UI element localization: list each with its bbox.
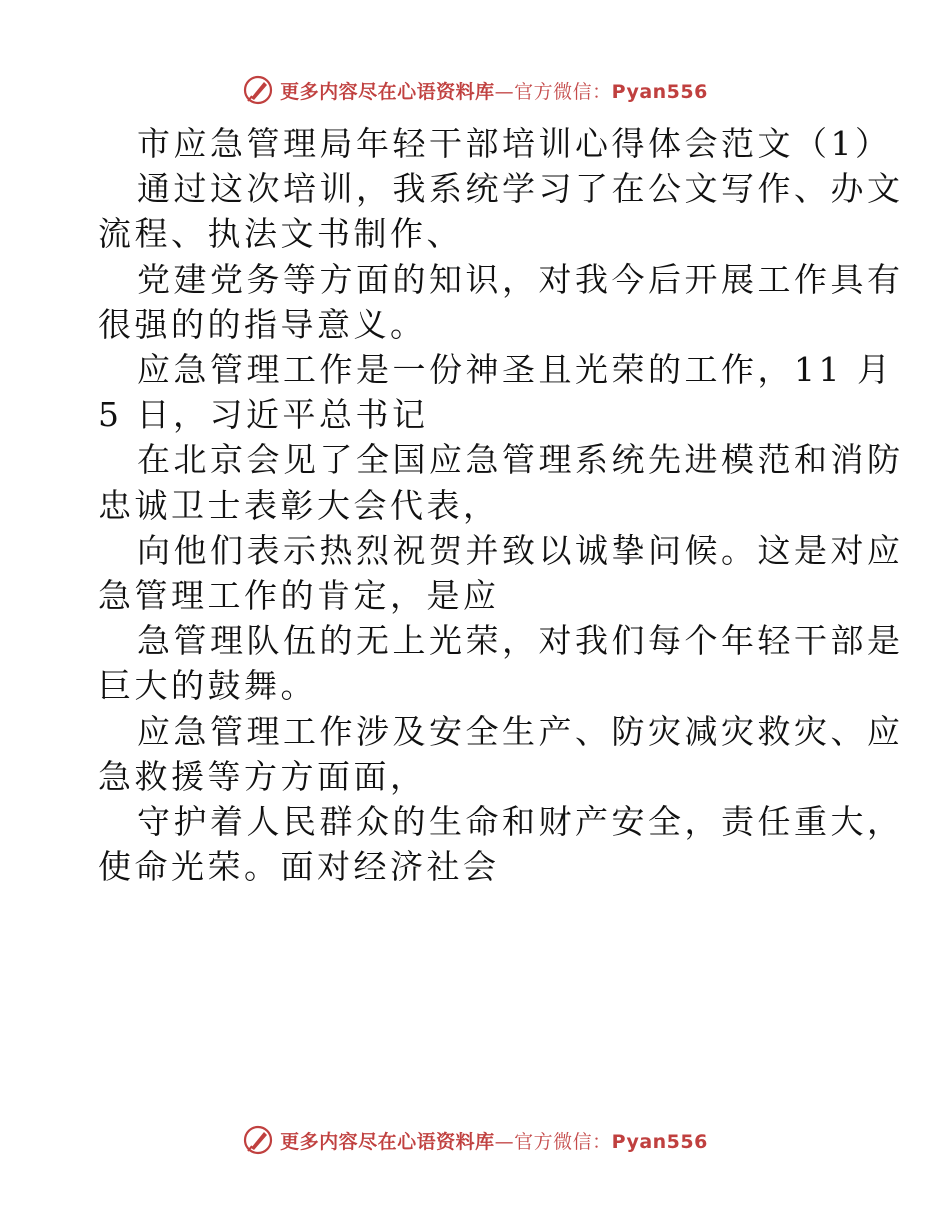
- paragraph-line: 5 日，习近平总书记: [98, 395, 429, 435]
- footer-watermark-lead: 更多内容尽在心语资料库: [280, 1130, 495, 1153]
- paragraph-line: 巨大的鼓舞。: [98, 666, 317, 706]
- paragraph-line: 很强的的指导意义。: [98, 304, 427, 344]
- footer-watermark-official: 官方微信：: [514, 1130, 612, 1153]
- document-body: [98, 121, 904, 889]
- paragraph-line: 急管理队伍的无上光荣，对我们每个年轻干部是: [137, 621, 904, 661]
- header-watermark-dash: —: [494, 80, 515, 103]
- header-watermark-text: [280, 77, 708, 104]
- paragraph-line: 急管理工作的肯定，是应: [98, 576, 500, 616]
- footer-watermark-account: Pyan556: [611, 1130, 708, 1153]
- document-title: 市应急管理局年轻干部培训心得体会范文（1）: [137, 124, 892, 163]
- paragraph-line: 在北京会见了全国应急管理系统先进模范和消防: [137, 440, 904, 480]
- header-watermark-lead: 更多内容尽在心语资料库: [280, 80, 495, 103]
- paragraph-line: 向他们表示热烈祝贺并致以诚挚问候。这是对应: [137, 530, 904, 570]
- paragraph-line: 应急管理工作是一份神圣且光荣的工作，11 月: [137, 350, 894, 390]
- paragraph-line: 使命光荣。面对经济社会: [98, 847, 500, 887]
- paragraph-line: 急救援等方方面面，: [98, 756, 427, 796]
- header-watermark-account: Pyan556: [611, 80, 708, 103]
- quill-logo-icon: [242, 74, 274, 106]
- paragraph-line: 忠诚卫士表彰大会代表，: [98, 485, 500, 525]
- footer-watermark-banner: [0, 1120, 950, 1160]
- footer-watermark-dash: —: [494, 1130, 515, 1153]
- paragraph-line: 守护着人民群众的生命和财产安全，责任重大，: [137, 802, 904, 842]
- paragraph-line: 应急管理工作涉及安全生产、防灾减灾救灾、应: [137, 711, 904, 751]
- header-watermark-banner: [0, 70, 950, 110]
- paragraph-line: 通过这次培训，我系统学习了在公文写作、办文: [137, 169, 904, 209]
- paragraph-line: 流程、执法文书制作、: [98, 214, 463, 254]
- footer-watermark-text: [280, 1127, 708, 1154]
- quill-logo-icon: [242, 1124, 274, 1156]
- header-watermark-official: 官方微信：: [514, 80, 612, 103]
- paragraph-line: 党建党务等方面的知识，对我今后开展工作具有: [137, 259, 904, 299]
